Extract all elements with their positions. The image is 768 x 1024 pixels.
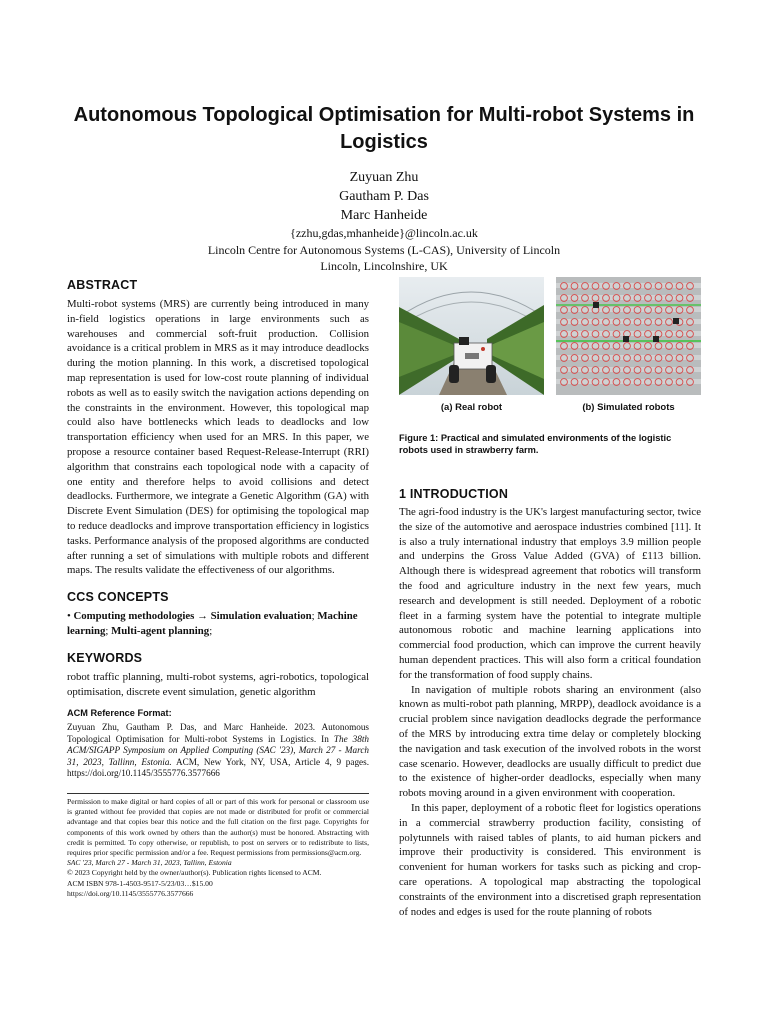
- doi-line: https://doi.org/10.1145/3555776.3577666: [67, 888, 194, 898]
- permission-notice: [67, 797, 369, 899]
- paper-title: Autonomous Topological Optimisation for Multi-robot Systems in Logistics: [73, 104, 695, 153]
- real-robot-illustration: [399, 277, 544, 395]
- copyright-line: © 2023 Copyright held by the owner/author(s). Publication rights licensed to ACM.: [67, 868, 322, 878]
- abstract-text: Multi-robot systems (MRS) are currently being introduced in many in-field logistics operations in large environments such as warehouses and commercial soft-fruit production. Collision avoidance is a critical problem in MRS as it may introduce deadlocks during the motion planning. In this work, a discretised topological map representation is used for low-cost route planning of individual robots as well as to easily switch the navigation actions depending on the constraints in the environment. However, this topological map could also have bottlenecks which leads to deadlocks and low transportation efficiency when used for an MRS. In this paper, we propose a resource container based Request-Release-Interrupt (RRI) algorithm that constrains each topological node with a capacity of one entity and therefore helps to avoid collisions and detect deadlocks. Furthermore, we integrate a Genetic Algorithm (GA) with Discrete Event Simulation (DES) for optimising the topological map to reduce deadlocks and improve transportation efficiency in logistics tasks. Performance analysis of the proposed algorithms are conducted after running a set of simulations with multiple robots and different maps. The results validate the effectiveness of our algorithms.: [67, 298, 369, 577]
- author-name: Zuyuan Zhu: [349, 170, 419, 185]
- permission-text: Permission to make digital or hard copies of all or part of this work for personal or classroom use is granted without fee provided that copies are not made or distributed for profit or commercial advantage and that copies bear this notice and the full citation on the first page. Copyrights for components of this work owned by others than the author(s) must be honored. Abstracting with credit is permitted. To copy otherwise, or republish, to post on servers or to redistribute to lists, requires prior specific permission and/or a fee. Request permissions from permissions@acm.org.: [67, 796, 369, 857]
- keywords-heading: KEYWORDS: [67, 650, 143, 665]
- author-block: [0, 168, 768, 275]
- reference-authors: Zuyuan Zhu, Gautham P. Das, and Marc Hanheide. 2023. Autonomous Topological Optimisation for Multi-robot Systems in Logistics. In: [67, 721, 369, 744]
- intro-paragraph-3: In this paper, deployment of a robotic fleet for logistics operations in a commercial strawberry production facility, consisting of polytunnels with raised tables of plants, to aid human pickers and improve their productivity is considered. This environment is convenient for human workers for tasks such as picking and crop-care operations. A topological map abstracting the topological constraints of the environment into a discretised graph representation of nodes and edges is used for the route planning of robots: [399, 801, 701, 918]
- robot-marker: [673, 318, 679, 324]
- simulated-robots-image: [556, 277, 701, 395]
- robot-marker: [623, 336, 629, 342]
- figure-caption-text: Figure 1: Practical and simulated environments of the logistic robots used in strawberry farm.: [399, 433, 672, 455]
- ccs-arrow: →: [197, 610, 208, 623]
- ccs-separator: ;: [105, 624, 109, 637]
- author-affiliation: Lincoln Centre for Autonomous Systems (L-CAS), University of Lincoln: [207, 242, 561, 257]
- intro-paragraph-2: In navigation of multiple robots sharing an environment (also known as multi-robot path planning, MRPP), deadlock avoidance is a crucial problem since navigation deadlocks degrade the performance of the MRS by introducing extra time delay or completely blocking the navigation and task execution of the involved robots in the worst case scenario. However, deadlocks are usually difficult to predict due to the existence of higher-order deadlocks, especially when many robots moving around in a given environment with cooperation.: [399, 683, 701, 800]
- ccs-bullet: •: [67, 610, 71, 623]
- intro-paragraph-1: The agri-food industry is the UK's largest manufacturing sector, twice the size of the automotive and aerospace industries combined [11]. It is also a truly international industry that employs 3.9 million people and underpins the Gross Value Added (GVA) of £113 billion. Although there is widespread agreement that robotics will transform the food and agriculture industry in the next few years, much research and development is still needed. Deployment of a robotic fleet in a farming system have the potential to integrate multiple autonomous robotic and machine learning applications into commercial food production, which can improve the current heavily human dependent practices. This will also form a critical foundation for the transformation of food supply chains.: [399, 506, 701, 681]
- reference-text: [67, 722, 369, 780]
- footnote-divider: [67, 793, 369, 794]
- real-robot-photo: [399, 277, 544, 395]
- author-name: Marc Hanheide: [340, 208, 428, 223]
- robot-marker: [593, 302, 599, 308]
- ccs-item: Simulation evaluation: [210, 610, 312, 623]
- author-location: Lincoln, Lincolnshire, UK: [320, 259, 448, 273]
- subfigure-a-caption: (a) Real robot: [440, 402, 503, 413]
- isbn-line: ACM ISBN 978-1-4503-9517-5/23/03…$15.00: [67, 878, 213, 888]
- abstract-heading: ABSTRACT: [67, 278, 138, 292]
- ccs-item: Multi-agent planning: [111, 624, 210, 637]
- reference-venue: The 38th ACM/SIGAPP Symposium on Applied Computing (SAC '23), March 27 - March 31, 2023, Tallinn, Estonia.: [67, 733, 369, 767]
- left-column: [67, 278, 369, 899]
- keywords-text: robot traffic planning, multi-robot systems, agri-robotics, topological optimisation, discrete event simulation, genetic algorithm: [67, 670, 369, 698]
- introduction-heading: 1 INTRODUCTION: [399, 487, 509, 501]
- author-name: Gautham P. Das: [339, 189, 429, 204]
- ccs-end: ;: [209, 624, 213, 637]
- author-email: {zzhu,gdas,mhanheide}@lincoln.ac.uk: [290, 226, 478, 240]
- robot-marker: [653, 336, 659, 342]
- ccs-concepts: [67, 609, 369, 639]
- conference-line: SAC '23, March 27 - March 31, 2023, Tallinn, Estonia: [67, 858, 232, 868]
- introduction-section: [399, 487, 701, 919]
- ccs-item: Machine learning: [67, 610, 358, 637]
- ccs-separator: ;: [311, 610, 315, 623]
- figure-caption: [399, 432, 701, 456]
- simulation-illustration: [556, 277, 701, 395]
- ccs-heading: CCS CONCEPTS: [67, 590, 169, 605]
- reference-heading: ACM Reference Format:: [67, 708, 172, 719]
- reference-publisher: ACM, New York, NY, USA, Article 4, 9 pages. https://doi.org/10.1145/3555776.3577666: [67, 756, 370, 779]
- ccs-item: Computing methodologies: [73, 610, 195, 623]
- subfigure-b-caption: (b) Simulated robots: [582, 402, 675, 413]
